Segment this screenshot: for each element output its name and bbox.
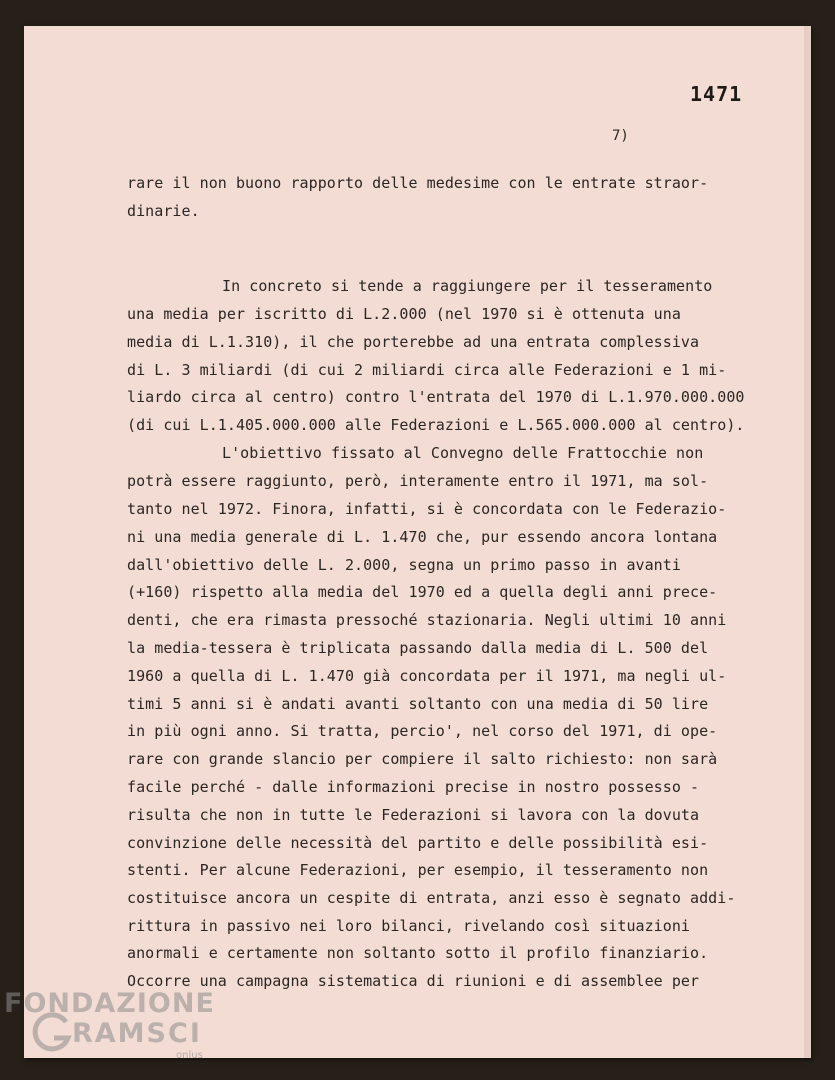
text-line: liardo circa al centro) contro l'entrata del 1970 di L.1.970.000.000	[127, 388, 745, 406]
text-line: ni una media generale di L. 1.470 che, pur essendo ancora lontana	[127, 528, 718, 546]
text-line: in più ogni anno. Si tratta, percio', nel corso del 1971, di ope-	[127, 722, 718, 740]
document-number: 1471	[690, 82, 743, 106]
fondazione-gramsci-watermark	[0, 988, 220, 1080]
text-line: dall'obiettivo delle L. 2.000, segna un primo passo in avanti	[127, 556, 681, 574]
text-line: una media per iscritto di L.2.000 (nel 1970 si è ottenuta una	[127, 305, 681, 323]
text-line: rare il non buono rapporto delle medesime con le entrate straor-	[127, 174, 709, 192]
text-line: potrà essere raggiunto, però, interamente entro il 1971, ma sol-	[127, 472, 709, 490]
watermark-g-icon	[30, 1012, 74, 1056]
text-line: (+160) rispetto alla media del 1970 ed a quella degli anni prece-	[127, 583, 718, 601]
watermark-line2: RAMSCI	[72, 1018, 202, 1049]
text-line: anormali e certamente non soltanto sotto il profilo finanziario.	[127, 944, 709, 962]
text-line: rare con grande slancio per compiere il salto richiesto: non sarà	[127, 750, 718, 768]
text-line: (di cui L.1.405.000.000 alle Federazioni e L.565.000.000 al centro).	[127, 416, 745, 434]
text-line: Occorre una campagna sistematica di riunioni e di assemblee per	[127, 972, 700, 990]
text-line: denti, che era rimasta pressoché stazionaria. Negli ultimi 10 anni	[127, 611, 727, 629]
text-line: timi 5 anni si è andati avanti soltanto con una media di 50 lire	[127, 695, 709, 713]
text-line: stenti. Per alcune Federazioni, per esempio, il tesseramento non	[127, 861, 709, 879]
text-line: la media-tessera è triplicata passando dalla media di L. 500 del	[127, 639, 709, 657]
text-line: L'obiettivo fissato al Convegno delle Frattocchie non	[222, 444, 704, 462]
text-line: convinzione delle necessità del partito e delle possibilità esi-	[127, 834, 709, 852]
watermark-suffix: onlus	[176, 1050, 203, 1061]
text-line: risulta che non in tutte le Federazioni si lavora con la dovuta	[127, 806, 700, 824]
page-number: 7)	[612, 128, 629, 144]
text-line: rittura in passivo nei loro bilanci, rivelando così situazioni	[127, 917, 691, 935]
text-line: media di L.1.310), il che porterebbe ad una entrata complessiva	[127, 333, 700, 351]
text-line: 1960 a quella di L. 1.470 già concordata per il 1971, ma negli ul-	[127, 667, 727, 685]
text-line: tanto nel 1972. Finora, infatti, si è concordata con le Federazio-	[127, 500, 727, 518]
text-line: di L. 3 miliardi (di cui 2 miliardi circa alle Federazioni e 1 mi-	[127, 361, 727, 379]
text-line: costituisce ancora un cespite di entrata, anzi esso è segnato addi-	[127, 889, 736, 907]
page-edge	[804, 26, 811, 1058]
text-line: dinarie.	[127, 202, 200, 220]
watermark-line1: FONDAZIONE	[4, 988, 215, 1019]
text-line: facile perché - dalle informazioni precise in nostro possesso -	[127, 778, 700, 796]
text-line: In concreto si tende a raggiungere per il tesseramento	[222, 277, 713, 295]
